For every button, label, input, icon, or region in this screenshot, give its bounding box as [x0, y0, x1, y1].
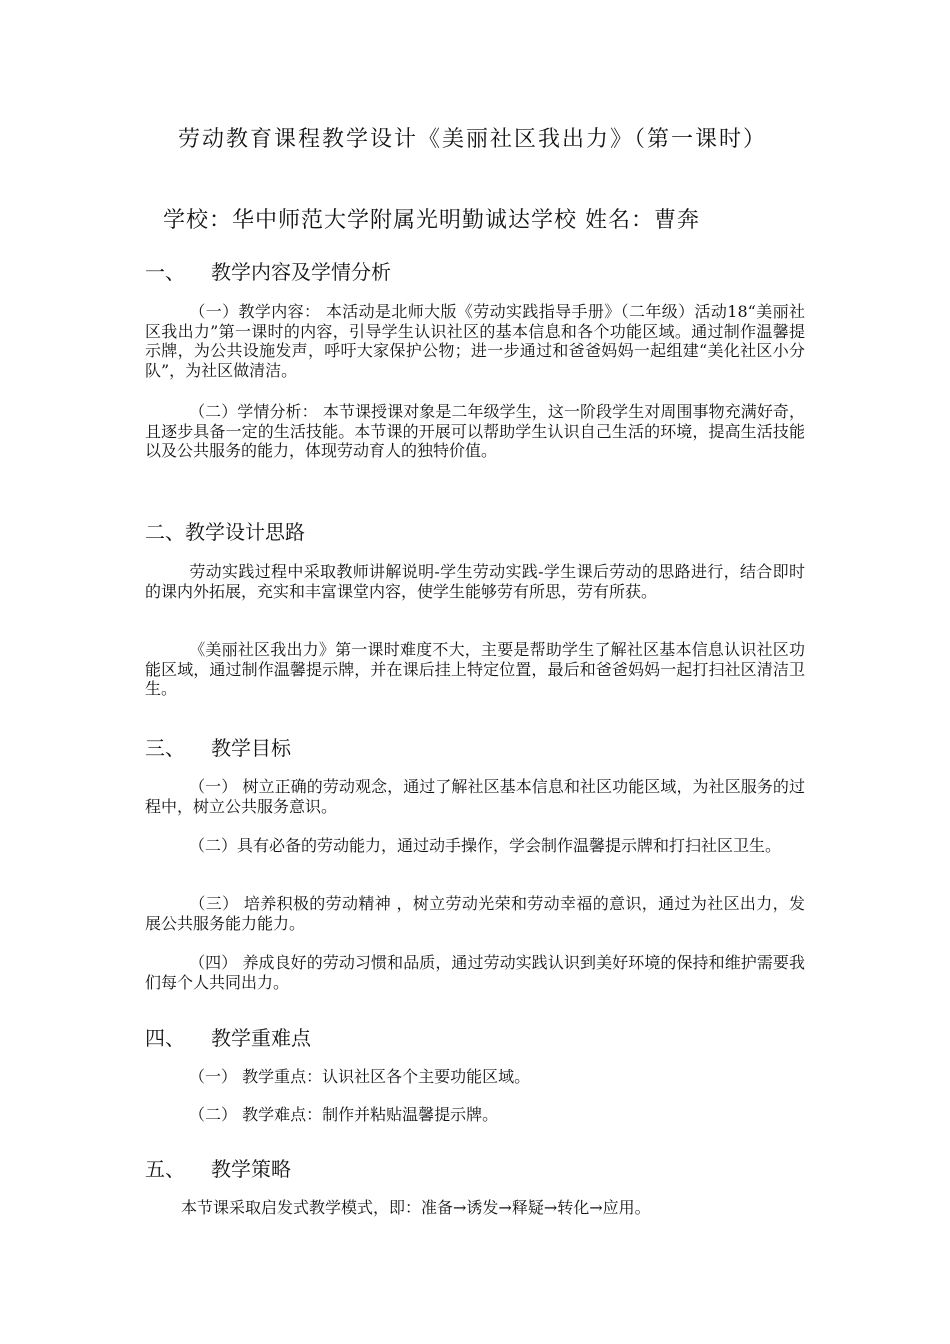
section-title: 教学重难点	[211, 1026, 311, 1050]
document-title: 劳动教育课程教学设计《美丽社区我出力》（第一课时）	[178, 127, 768, 152]
paragraph-text: 《美丽社区我出力》第一课时难度不大，主要是帮助学生了解社区基本信息认识社区功能区域，通过制作温馨提示牌，并在课后挂上特定位置，最后和爸爸妈妈一起打扫社区清洁卫生。	[145, 640, 805, 698]
paragraph-text: （一） 教学重点：认识社区各个主要功能区域。	[189, 1067, 531, 1086]
section-heading-5	[145, 1155, 291, 1183]
section-title: 教学内容及学情分析	[211, 260, 391, 284]
section-heading-1	[145, 258, 391, 286]
paragraph-teaching-content	[145, 302, 805, 380]
section-title: 教学策略	[211, 1157, 291, 1181]
section-title: 教学设计思路	[185, 520, 305, 544]
paragraph-design-idea-1	[145, 562, 805, 601]
paragraph-text: （二）学情分析： 本节课授课对象是二年级学生，这一阶段学生对周围事物充满好奇，且逐步具备一定的生活技能。本节课的开展可以帮助学生认识自己生活的环境，提高生活技能以及公共服务的能力，体现劳动育人的独特价值。	[145, 402, 805, 460]
section-number: 三、	[145, 736, 185, 760]
paragraph-text: （四） 养成良好的劳动习惯和品质，通过劳动实践认识到美好环境的保持和维护需要我们每个人共同出力。	[145, 953, 805, 992]
paragraph-goal-4	[145, 953, 805, 992]
paragraph-text: 劳动实践过程中采取教师讲解说明-学生劳动实践-学生课后劳动的思路进行，结合即时的课内外拓展，充实和丰富课堂内容，使学生能够劳有所思，劳有所获。	[145, 562, 805, 601]
paragraph-strategy	[145, 1198, 805, 1218]
paragraph-goal-2	[145, 836, 805, 856]
paragraph-text: （三） 培养积极的劳动精神 ，树立劳动光荣和劳动幸福的意识，通过为社区出力，发展公共服务能力能力。	[145, 894, 805, 933]
paragraph-text: 本节课采取启发式教学模式，即：准备→诱发→释疑→转化→应用。	[181, 1198, 651, 1217]
section-number: 五、	[145, 1157, 185, 1181]
section-heading-4	[145, 1024, 311, 1052]
paragraph-key-point	[145, 1067, 805, 1087]
section-number: 一、	[145, 260, 185, 284]
paragraph-goal-3	[145, 894, 805, 933]
section-heading-2	[145, 518, 305, 546]
paragraph-goal-1	[145, 777, 805, 816]
section-number: 二、	[145, 520, 185, 544]
section-heading-3	[145, 734, 291, 762]
paragraph-text: （一）教学内容： 本活动是北师大版《劳动实践指导手册》（二年级）活动18“美丽社区我出力”第一课时的内容，引导学生认识社区的基本信息和各个功能区域。通过制作温馨提示牌，为公共设施发声，呼吁大家保护公物；进一步通过和爸爸妈妈一起组建“美化社区小分队”，为社区做清洁。	[145, 302, 805, 380]
paragraph-text: （二） 教学难点：制作并粘贴温馨提示牌。	[189, 1105, 499, 1124]
paragraph-text: （一） 树立正确的劳动观念，通过了解社区基本信息和社区功能区域，为社区服务的过程中，树立公共服务意识。	[145, 777, 805, 816]
school-name-line: 学校：华中师范大学附属光明勤诚达学校 姓名：曹奔	[163, 208, 700, 233]
section-title: 教学目标	[211, 736, 291, 760]
section-number: 四、	[145, 1026, 185, 1050]
paragraph-design-idea-2	[145, 640, 805, 699]
paragraph-student-analysis	[145, 402, 805, 461]
paragraph-difficult-point	[145, 1105, 805, 1125]
paragraph-text: （二）具有必备的劳动能力，通过动手操作，学会制作温馨提示牌和打扫社区卫生。	[189, 836, 782, 855]
